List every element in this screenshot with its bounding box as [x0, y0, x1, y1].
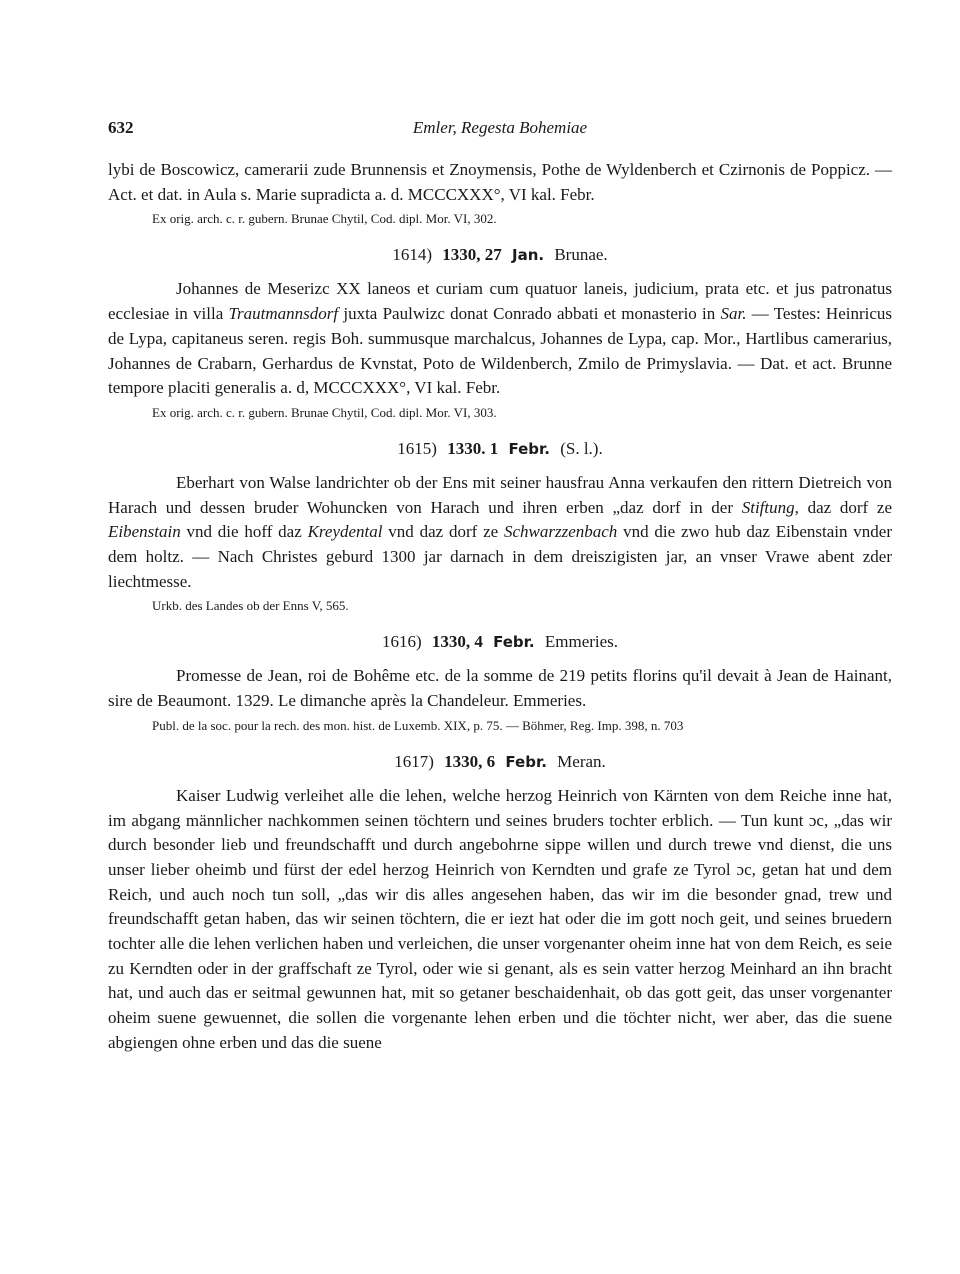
entry-number: 1617): [394, 751, 434, 771]
place-name: Eibenstain: [108, 522, 181, 542]
text-segment: vnd die hoff daz: [180, 522, 308, 542]
continuation-paragraph: lybi de Boscowicz, camerarii zude Brunnensis et Znoymensis, Pothe de Wyldenberch et Czirnonis de Poppicz. — Act. et dat. in Aula s. Marie supradicta a. d. MCCCXXX°, VI kal. Febr.: [108, 160, 892, 204]
source-citation: Urkb. des Landes ob der Enns V, 565.: [152, 598, 349, 614]
page-header: [108, 118, 892, 142]
place-name: Trautmannsdorf: [228, 304, 339, 324]
entry-heading-1614: [108, 243, 892, 267]
text-segment: juxta Paulwizc donat Conrado abbati et monasterio in: [338, 304, 721, 324]
text-segment: vnd die zwo hub daz Eibenstain vnder dem holtz. — Nach Christes geburd 1300 jar darnach in dem dreiszigisten jar, an vnser Vrawe abent zder liechtmesse.: [108, 522, 893, 591]
entry-date: 1330, 27: [442, 245, 502, 265]
entry-month: Febr.: [508, 439, 550, 458]
text-segment: Eberhart von Walse landrichter ob der Ens mit seiner hausfrau Anna verkaufen den rittern Dietreich von Harach und dessen bruder Wohuncken von Harach und ihren erben „daz dorf in der: [108, 472, 892, 517]
place-name: Stiftung: [741, 497, 795, 517]
entry-month: Febr.: [493, 633, 535, 652]
place-name: Kreydental: [307, 522, 383, 542]
source-citation: Ex orig. arch. c. r. gubern. Brunae Chytil, Cod. dipl. Mor. VI, 302.: [152, 211, 497, 227]
entry-text-1615: [108, 471, 892, 595]
entry-text-1616: Promesse de Jean, roi de Bohême etc. de la somme de 219 petits florins qu'il devait à Jean de Hainant, sire de Beaumont. 1329. Le dimanche après la Chandeleur. Emmeries.: [108, 666, 892, 711]
entry-text-1614: [108, 277, 892, 401]
entry-text-1617: Kaiser Ludwig verleihet alle die lehen, welche herzog Heinrich von Kärnten von dem Reiche inne hat, im abgang männlicher nachkommen seinen töchtern und seines bruders tochter erblich. — Tun kunt ɔc, „das wir durch besonder lieb und freundschafft und durch angebohrne sippe willen und durch trewe vnd dienst, die uns unser lieber oheimb und fürst der edel herzog Heinrich von Kerndten und grafe ze Tyrol ɔc, getan hat und dem Reich, und auch noch tun soll, „das wir dis alles angesehen haben, das wir im die besonder gnad, trew und freundschafft getan haben, das wir seinen töchtern, die er iezt hat oder die im gott noch geit, und seines bruedern tochter alle die lehen verlichen haben und verleichen, die unser vorgenanter oheim inne hat von dem Reich, es seie zu Kerndten oder in der graffschaft ze Tyrol, oder wie si genant, als es sein vatter herzog Meinhard an ihn bracht hat, und auch das er seitmal gewunnen hat, mit so getaner beschaidenhait, ob das gott geit, das unser vorgenanter oheim suene gewuennet, die sollen die vorgenante lehen erben und die töchter nicht, wer aber, das die suene abgiengen ohne erben und das die suene: [108, 785, 892, 1052]
entry-heading-1616: [108, 630, 892, 654]
running-title: Emler, Regesta Bohemiae: [412, 118, 588, 137]
entry-month: Febr.: [505, 752, 547, 771]
entry-month: Jan.: [511, 246, 545, 265]
source-citation: Publ. de la soc. pour la rech. des mon. hist. de Luxemb. XIX, p. 75. — Böhmer, Reg. Imp. 398, n. 703: [152, 717, 684, 733]
entry-heading-1617: [108, 750, 892, 774]
page-content: [108, 158, 892, 1056]
text-segment: , daz dorf ze: [794, 497, 892, 517]
page-number: 632: [108, 118, 134, 137]
entry-date: 1330, 6: [444, 751, 496, 771]
entry-number: 1614): [392, 245, 432, 265]
entry-heading-1615: [108, 437, 892, 461]
text-segment: — Testes: Heinricus de Lypa, capitaneus seren. regis Boh. summusque marchalcus, Johannes de Lypa, cap. Mor., Hartlibus camerarius, Johannes de Crabarn, Gerhardus de Kvnstat, Poto de Wildenberch, Zmilo de Primyslavia. — Dat. et act. Brunne tempore placiti generalis a. d, MCCCXXX°, VI kal. Febr.: [108, 304, 893, 398]
entry-place: (S. l.).: [560, 438, 603, 458]
entry-date: 1330. 1: [447, 438, 499, 458]
entry-place: Brunae.: [554, 245, 608, 265]
place-name: Schwarzzenbach: [503, 522, 618, 542]
entry-place: Emmeries.: [544, 632, 619, 652]
text-segment: vnd daz dorf ze: [382, 522, 504, 542]
entry-place: Meran.: [557, 751, 606, 771]
entry-number: 1616): [381, 632, 422, 652]
entry-date: 1330, 4: [431, 632, 483, 652]
text-segment: Johannes de Meserizc XX laneos et curiam cum quatuor laneis, judicium, prata etc. et jus patronatus ecclesiae in villa: [108, 279, 892, 324]
source-citation: Ex orig. arch. c. r. gubern. Brunae Chytil, Cod. dipl. Mor. VI, 303.: [152, 404, 497, 420]
place-name: Sar.: [720, 304, 747, 324]
entry-number: 1615): [397, 438, 437, 458]
